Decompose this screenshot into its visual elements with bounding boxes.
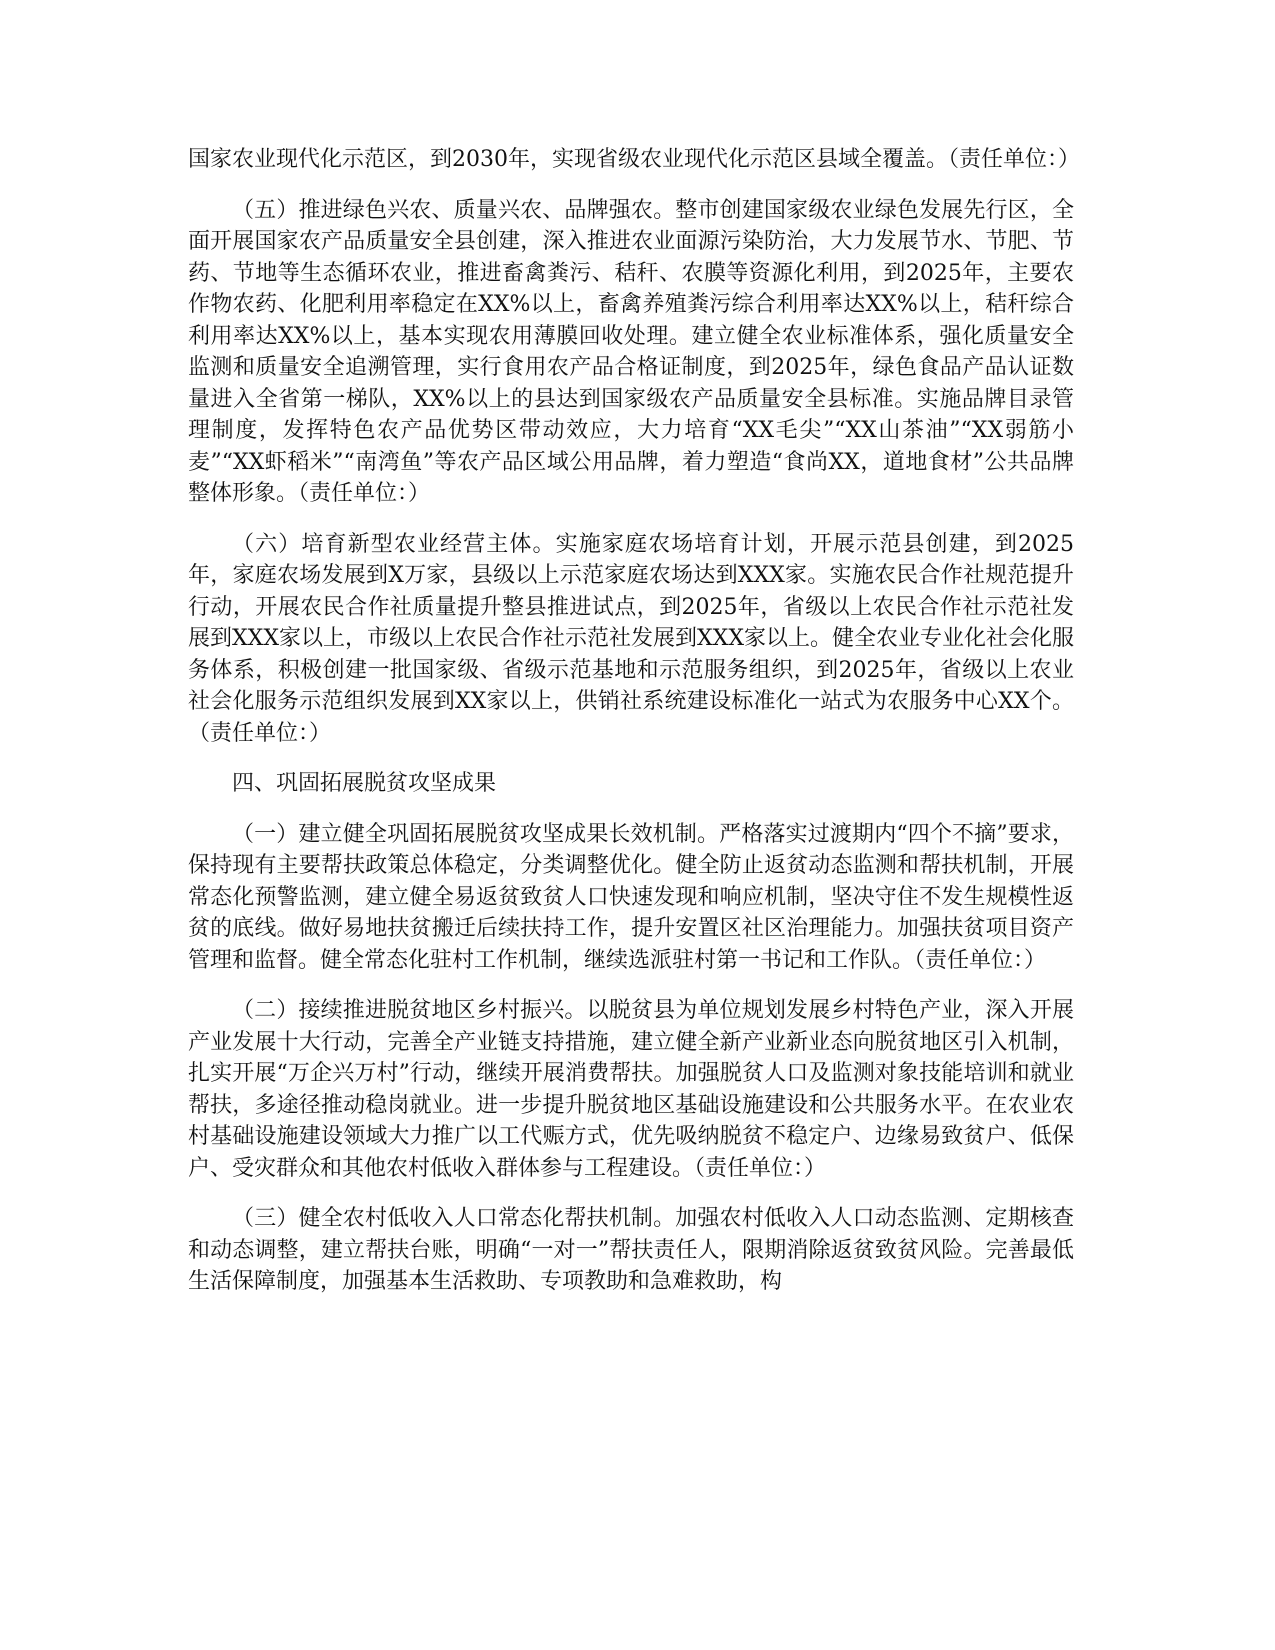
paragraph-long-term-mechanism: （一）建立健全巩固拓展脱贫攻坚成果长效机制。严格落实过渡期内“四个不摘”要求，保持现有主要帮扶政策总体稳定，分类调整优化。健全防止返贫动态监测和帮扶机制，开展常态化预警监测，建立健全易返贫致贫人口快速发现和响应机制，坚决守住不发生规模性返贫的底线。做好易地扶贫搬迁后续扶持工作，提升安置区社区治理能力。加强扶贫项目资产管理和监督。健全常态化驻村工作机制，继续选派驻村第一书记和工作队。（责任单位：） [188, 821, 1074, 973]
paragraph-low-income-assistance: （三）健全农村低收入人口常态化帮扶机制。加强农村低收入人口动态监测、定期核查和动态调整，建立帮扶台账，明确“一对一”帮扶责任人，限期消除返贫致贫风险。完善最低生活保障制度，加强基本生活救助、专项教助和急难救助，构 [188, 1206, 1074, 1294]
document-page [188, 144, 1080, 1317]
paragraph-new-business-entities: （六）培育新型农业经营主体。实施家庭农场培育计划，开展示范县创建，到2025年，家庭农场发展到X万家，县级以上示范家庭农场达到XXX家。实施农民合作社规范提升行动，开展农民合作社质量提升整县推进试点，到2025年，省级以上农民合作社示范社发展到XXX家以上，市级以上农民合作社示范社发展到XXX家以上。健全农业专业化社会化服务体系，积极创建一批国家级、省级示范基地和示范服务组织，到2025年，省级以上农业社会化服务示范组织发展到XX家以上，供销社系统建设标准化一站式为农服务中心XX个。（责任单位：） [188, 531, 1074, 746]
section-heading-poverty-alleviation: 四、巩固拓展脱贫攻坚成果 [232, 771, 497, 796]
paragraph-rural-revitalization: （二）接续推进脱贫地区乡村振兴。以脱贫县为单位规划发展乡村特色产业，深入开展产业发展十大行动，完善全产业链支持措施，建立健全新产业新业态向脱贫地区引入机制，扎实开展“万企兴万村”行动，继续开展消费帮扶。加强脱贫人口及监测对象技能培训和就业帮扶，多途径推动稳岗就业。进一步提升脱贫地区基础设施建设和公共服务水平。在农业农村基础设施建设领域大力推广以工代赈方式，优先吸纳脱贫不稳定户、边缘易致贫户、低保户、受灾群众和其他农村低收入群体参与工程建设。（责任单位：） [188, 998, 1074, 1181]
paragraph-intro-continuation: 国家农业现代化示范区，到2030年，实现省级农业现代化示范区县域全覆盖。（责任单位：） [188, 147, 1080, 172]
paragraph-green-agriculture: （五）推进绿色兴农、质量兴农、品牌强农。整市创建国家级农业绿色发展先行区，全面开展国家农产品质量安全县创建，深入推进农业面源污染防治，大力发展节水、节肥、节药、节地等生态循环农业，推进畜禽粪污、秸秆、农膜等资源化利用，到2025年，主要农作物农药、化肥利用率稳定在XX%以上，畜禽养殖粪污综合利用率达XX%以上，秸秆综合利用率达XX%以上，基本实现农用薄膜回收处理。建立健全农业标准体系，强化质量安全监测和质量安全追溯管理，实行食用农产品合格证制度，到2025年，绿色食品产品认证数量进入全省第一梯队，XX%以上的县达到国家级农产品质量安全县标准。实施品牌目录管理制度，发挥特色农产品优势区带动效应，大力培育“XX毛尖”“XX山茶油”“XX弱筋小麦”“XX虾稻米”“南湾鱼”等农产品区域公用品牌，着力塑造“食尚XX，道地食材”公共品牌整体形象。（责任单位：） [188, 197, 1074, 506]
